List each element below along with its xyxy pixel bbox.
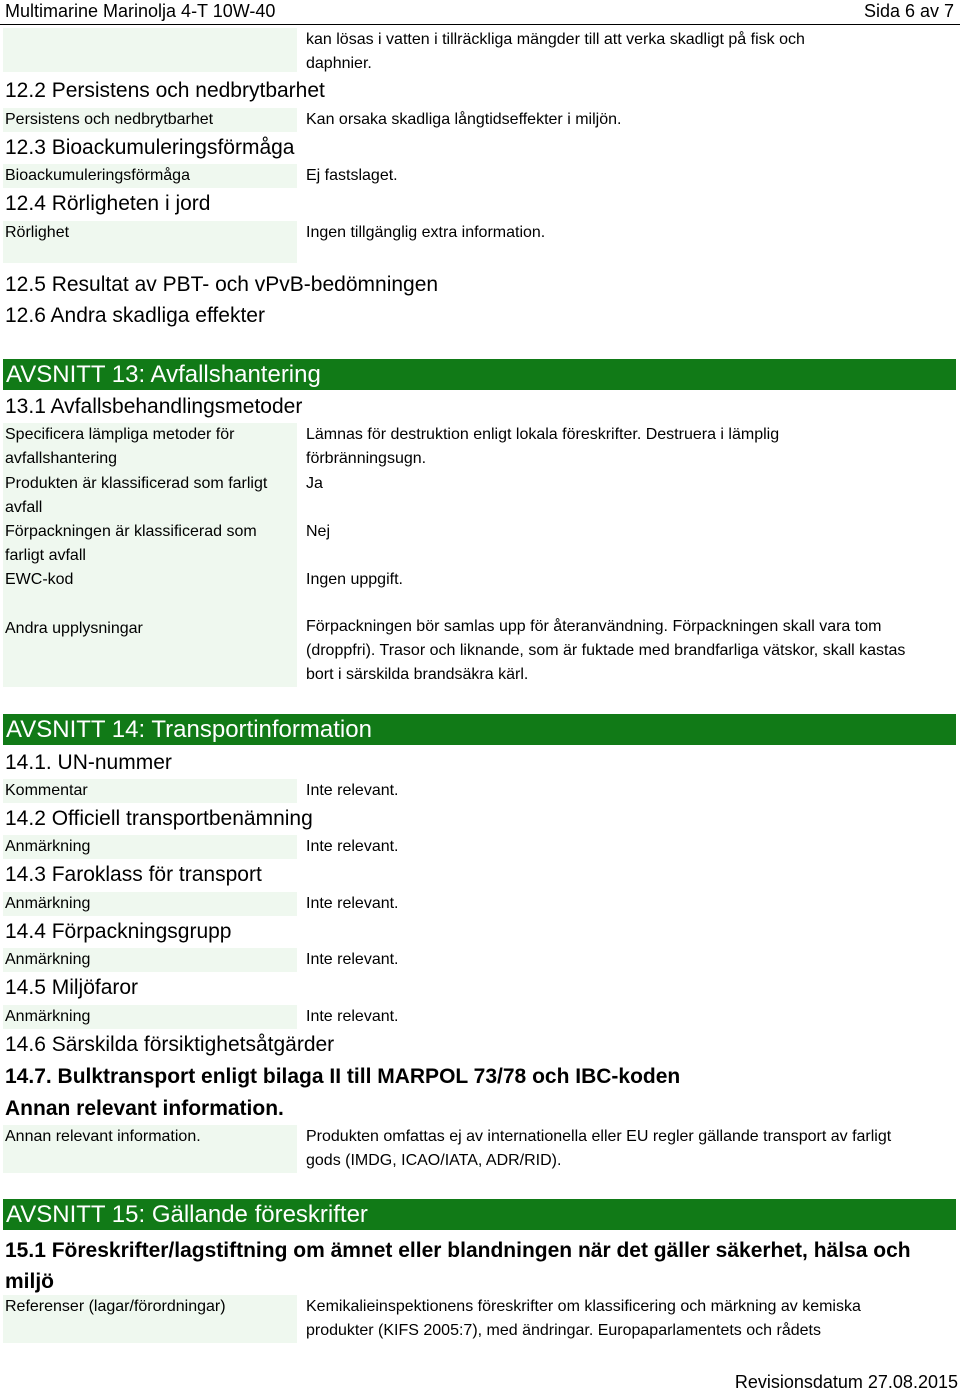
heading-14-6: 14.6 Särskilda försiktighetsåtgärder — [5, 1033, 335, 1056]
revision-date: Revisionsdatum 27.08.2015 — [734, 1372, 958, 1392]
heading-14-2: 14.2 Officiell transportbenämning — [5, 807, 313, 830]
label-produkt-farligt: Produkten är klassificerad som farligt avfall — [5, 475, 268, 516]
label-kommentar: Kommentar — [5, 782, 88, 799]
header-divider — [0, 24, 960, 25]
label-annan-info: Annan relevant information. — [5, 1128, 201, 1145]
label-forpackning-farligt: Förpackningen är klassificerad som farligt avfall — [5, 523, 257, 564]
document-title: Multimarine Marinolja 4-T 10W-40 — [5, 1, 276, 21]
value-metoder: Lämnas för destruktion enligt lokala föreskrifter. Destruera i lämplig förbränningsugn. — [306, 426, 780, 467]
heading-annan-info: Annan relevant information. — [5, 1097, 284, 1120]
value-bioackumulering: Ej fastslaget. — [306, 167, 398, 184]
heading-14-3: 14.3 Faroklass för transport — [5, 863, 262, 886]
value-anmarkning-14-3: Inte relevant. — [306, 895, 399, 912]
heading-14-7: 14.7. Bulktransport enligt bilaga II till MARPOL 73/78 och IBC-koden — [5, 1065, 681, 1088]
page-number: Sida 6 av 7 — [863, 1, 954, 21]
section-13-header: AVSNITT 13: Avfallshantering — [3, 359, 956, 390]
label-rorlighet: Rörlighet — [5, 224, 70, 241]
label-ewc: EWC-kod — [5, 571, 74, 588]
heading-14-5: 14.5 Miljöfaror — [5, 976, 139, 999]
label-anmarkning-14-4: Anmärkning — [5, 951, 91, 968]
label-anmarkning-14-5: Anmärkning — [5, 1008, 91, 1025]
value-forpackning-farligt: Nej — [306, 523, 331, 540]
heading-14-4: 14.4 Förpackningsgrupp — [5, 920, 232, 943]
heading-12-5: 12.5 Resultat av PBT- och vPvB-bedömningen — [5, 273, 439, 296]
label-anmarkning-14-3: Anmärkning — [5, 895, 91, 912]
value-kommentar: Inte relevant. — [306, 782, 399, 799]
section-14-header: AVSNITT 14: Transportinformation — [3, 714, 956, 745]
heading-15-1: 15.1 Föreskrifter/lagstiftning om ämnet eller blandningen när det gäller säkerhet, hälsa och miljö — [5, 1239, 911, 1293]
heading-13-1: 13.1 Avfallsbehandlingsmetoder — [5, 395, 303, 418]
continued-value: kan lösas i vatten i tillräckliga mängder till att verka skadligt på fisk och daphnier. — [306, 31, 805, 72]
value-produkt-farligt: Ja — [306, 475, 323, 492]
value-annan-info: Produkten omfattas ej av internationella eller EU regler gällande transport av farligt gods (IMDG, ICAO/IATA, ADR/RID). — [306, 1128, 892, 1169]
heading-12-2: 12.2 Persistens och nedbrytbarhet — [5, 79, 325, 102]
heading-12-4: 12.4 Rörligheten i jord — [5, 192, 211, 215]
value-referenser: Kemikalieinspektionens föreskrifter om klassificering och märkning av kemiska produkter (KIFS 2005:7), med ändringar. Europaparlamentets och rådets — [306, 1298, 861, 1339]
heading-12-3: 12.3 Bioackumuleringsförmåga — [5, 136, 295, 159]
value-andra-upplysningar: Förpackningen bör samlas upp för återanvändning. Förpackningen skall vara tom (droppfri). Trasor och liknande, som är fuktade med brandfarliga vätskor, skall kastas bort i särskilda brandsäkra kärl. — [306, 618, 906, 683]
label-cell-bg — [3, 28, 297, 72]
heading-14-1: 14.1. UN-nummer — [5, 751, 172, 774]
label-anmarkning-14-2: Anmärkning — [5, 838, 91, 855]
value-anmarkning-14-2: Inte relevant. — [306, 838, 399, 855]
value-persistens: Kan orsaka skadliga långtidseffekter i miljön. — [306, 111, 622, 128]
section-15-header: AVSNITT 15: Gällande föreskrifter — [3, 1199, 956, 1230]
label-referenser: Referenser (lagar/förordningar) — [5, 1298, 226, 1315]
value-anmarkning-14-4: Inte relevant. — [306, 951, 399, 968]
label-persistens: Persistens och nedbrytbarhet — [5, 111, 214, 128]
label-metoder: Specificera lämpliga metoder för avfallshantering — [5, 426, 235, 467]
label-andra-upplysningar: Andra upplysningar — [5, 620, 143, 637]
heading-12-6: 12.6 Andra skadliga effekter — [5, 304, 265, 327]
value-ewc: Ingen uppgift. — [306, 571, 403, 588]
label-bioackumulering: Bioackumuleringsförmåga — [5, 167, 190, 184]
value-rorlighet: Ingen tillgänglig extra information. — [306, 224, 546, 241]
value-anmarkning-14-5: Inte relevant. — [306, 1008, 399, 1025]
